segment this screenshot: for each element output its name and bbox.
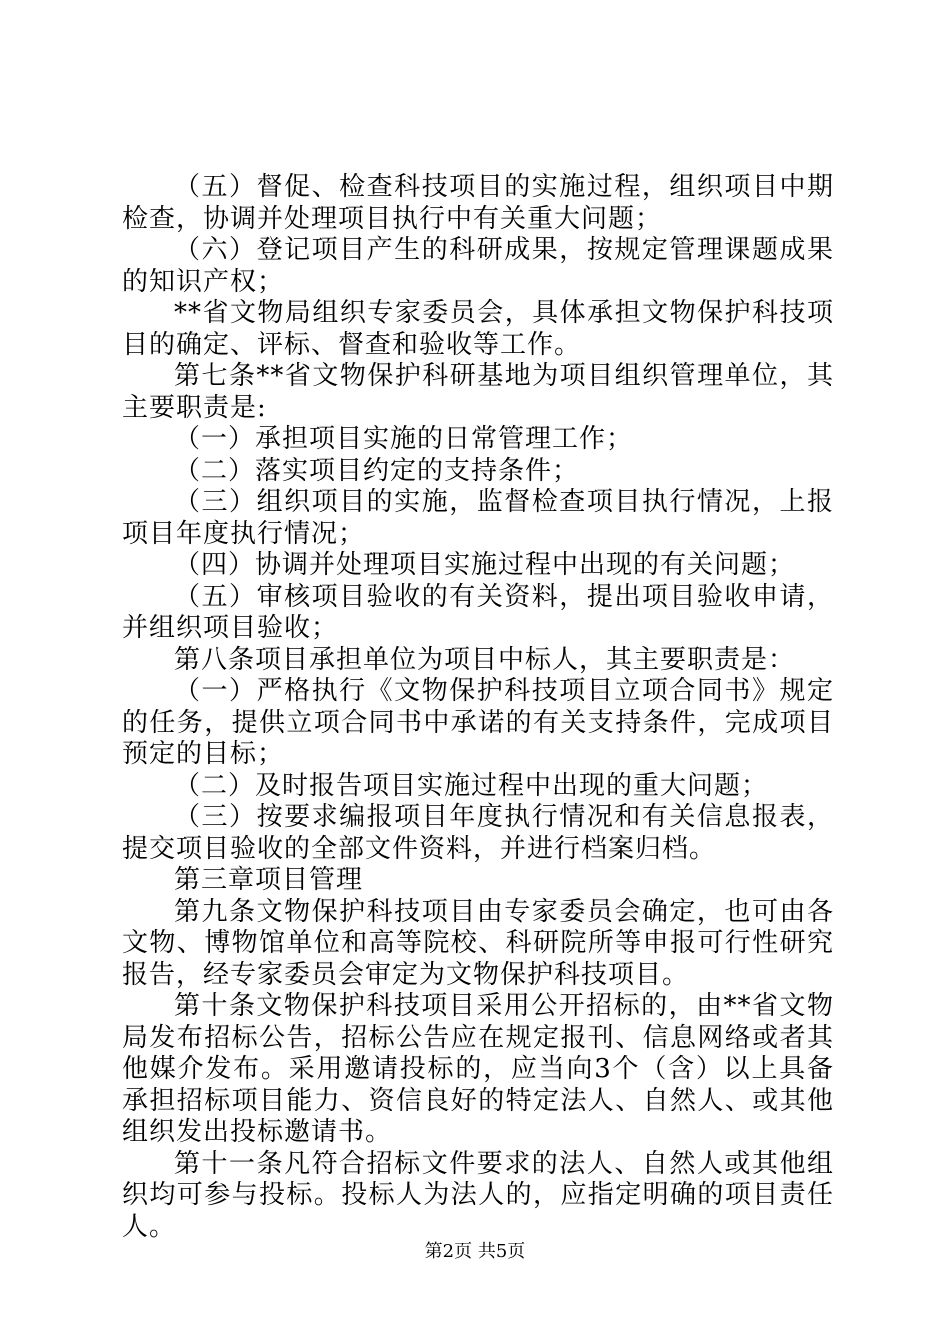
paragraph-article-8-item-2: （二）及时报告项目实施过程中出现的重大问题； bbox=[174, 770, 769, 801]
paragraph-article-7-item-5: （五）审核项目验收的有关资料，提出项目验收申请，并组织项目验收； bbox=[122, 581, 834, 643]
paragraph-article-9: 第九条文物保护科技项目由专家委员会确定，也可由各文物、博物馆单位和高等院校、科研院所等申报可行性研究报告，经专家委员会审定为文物保护科技项目。 bbox=[122, 896, 834, 990]
chapter-heading: 第三章项目管理 bbox=[174, 865, 364, 895]
paragraph-article-11: 第十一条凡符合招标文件要求的法人、自然人或其他组织均可参与投标。投标人为法人的，应指定明确的项目责任人。 bbox=[122, 1148, 834, 1242]
paragraph-item-5-supervise: （五）督促、检查科技项目的实施过程，组织项目中期检查，协调并处理项目执行中有关重大问题； bbox=[122, 172, 834, 234]
paragraph-article-7-item-1: （一）承担项目实施的日常管理工作； bbox=[174, 424, 634, 454]
paragraph-article-7-item-3: （三）组织项目的实施，监督检查项目执行情况，上报项目年度执行情况； bbox=[122, 487, 834, 549]
paragraph-item-6-register: （六）登记项目产生的科研成果，按规定管理课题成果的知识产权； bbox=[122, 235, 834, 297]
paragraph-article-8-item-3: （三）按要求编报项目年度执行情况和有关信息报表，提交项目验收的全部文件资料，并进行档案归档。 bbox=[122, 802, 834, 864]
paragraph-article-8: 第八条项目承担单位为项目中标人，其主要职责是： bbox=[174, 644, 796, 675]
page-number-footer: 第2页 共5页 bbox=[424, 1241, 526, 1262]
paragraph-article-10: 第十条文物保护科技项目采用公开招标的，由**省文物局发布招标公告，招标公告应在规定报刊、信息网络或者其他媒介发布。采用邀请投标的，应当向3个（含）以上具备承担招标项目能力、资信良好的特定法人、自然人、或其他组织发出投标邀请书。 bbox=[122, 991, 834, 1147]
document-body bbox=[122, 172, 834, 1243]
paragraph-article-7-item-2: （二）落实项目约定的支持条件； bbox=[174, 455, 580, 486]
paragraph-article-8-item-1: （一）严格执行《文物保护科技项目立项合同书》规定的任务，提供立项合同书中承诺的有关支持条件，完成项目预定的目标； bbox=[122, 676, 834, 769]
paragraph-article-7: 第七条**省文物保护科研基地为项目组织管理单位，其主要职责是: bbox=[122, 361, 834, 423]
paragraph-expert-committee: **省文物局组织专家委员会，具体承担文物保护科技项目的确定、评标、督查和验收等工作。 bbox=[122, 298, 834, 360]
paragraph-article-7-item-4: （四）协调并处理项目实施过程中出现的有关问题； bbox=[174, 550, 796, 580]
